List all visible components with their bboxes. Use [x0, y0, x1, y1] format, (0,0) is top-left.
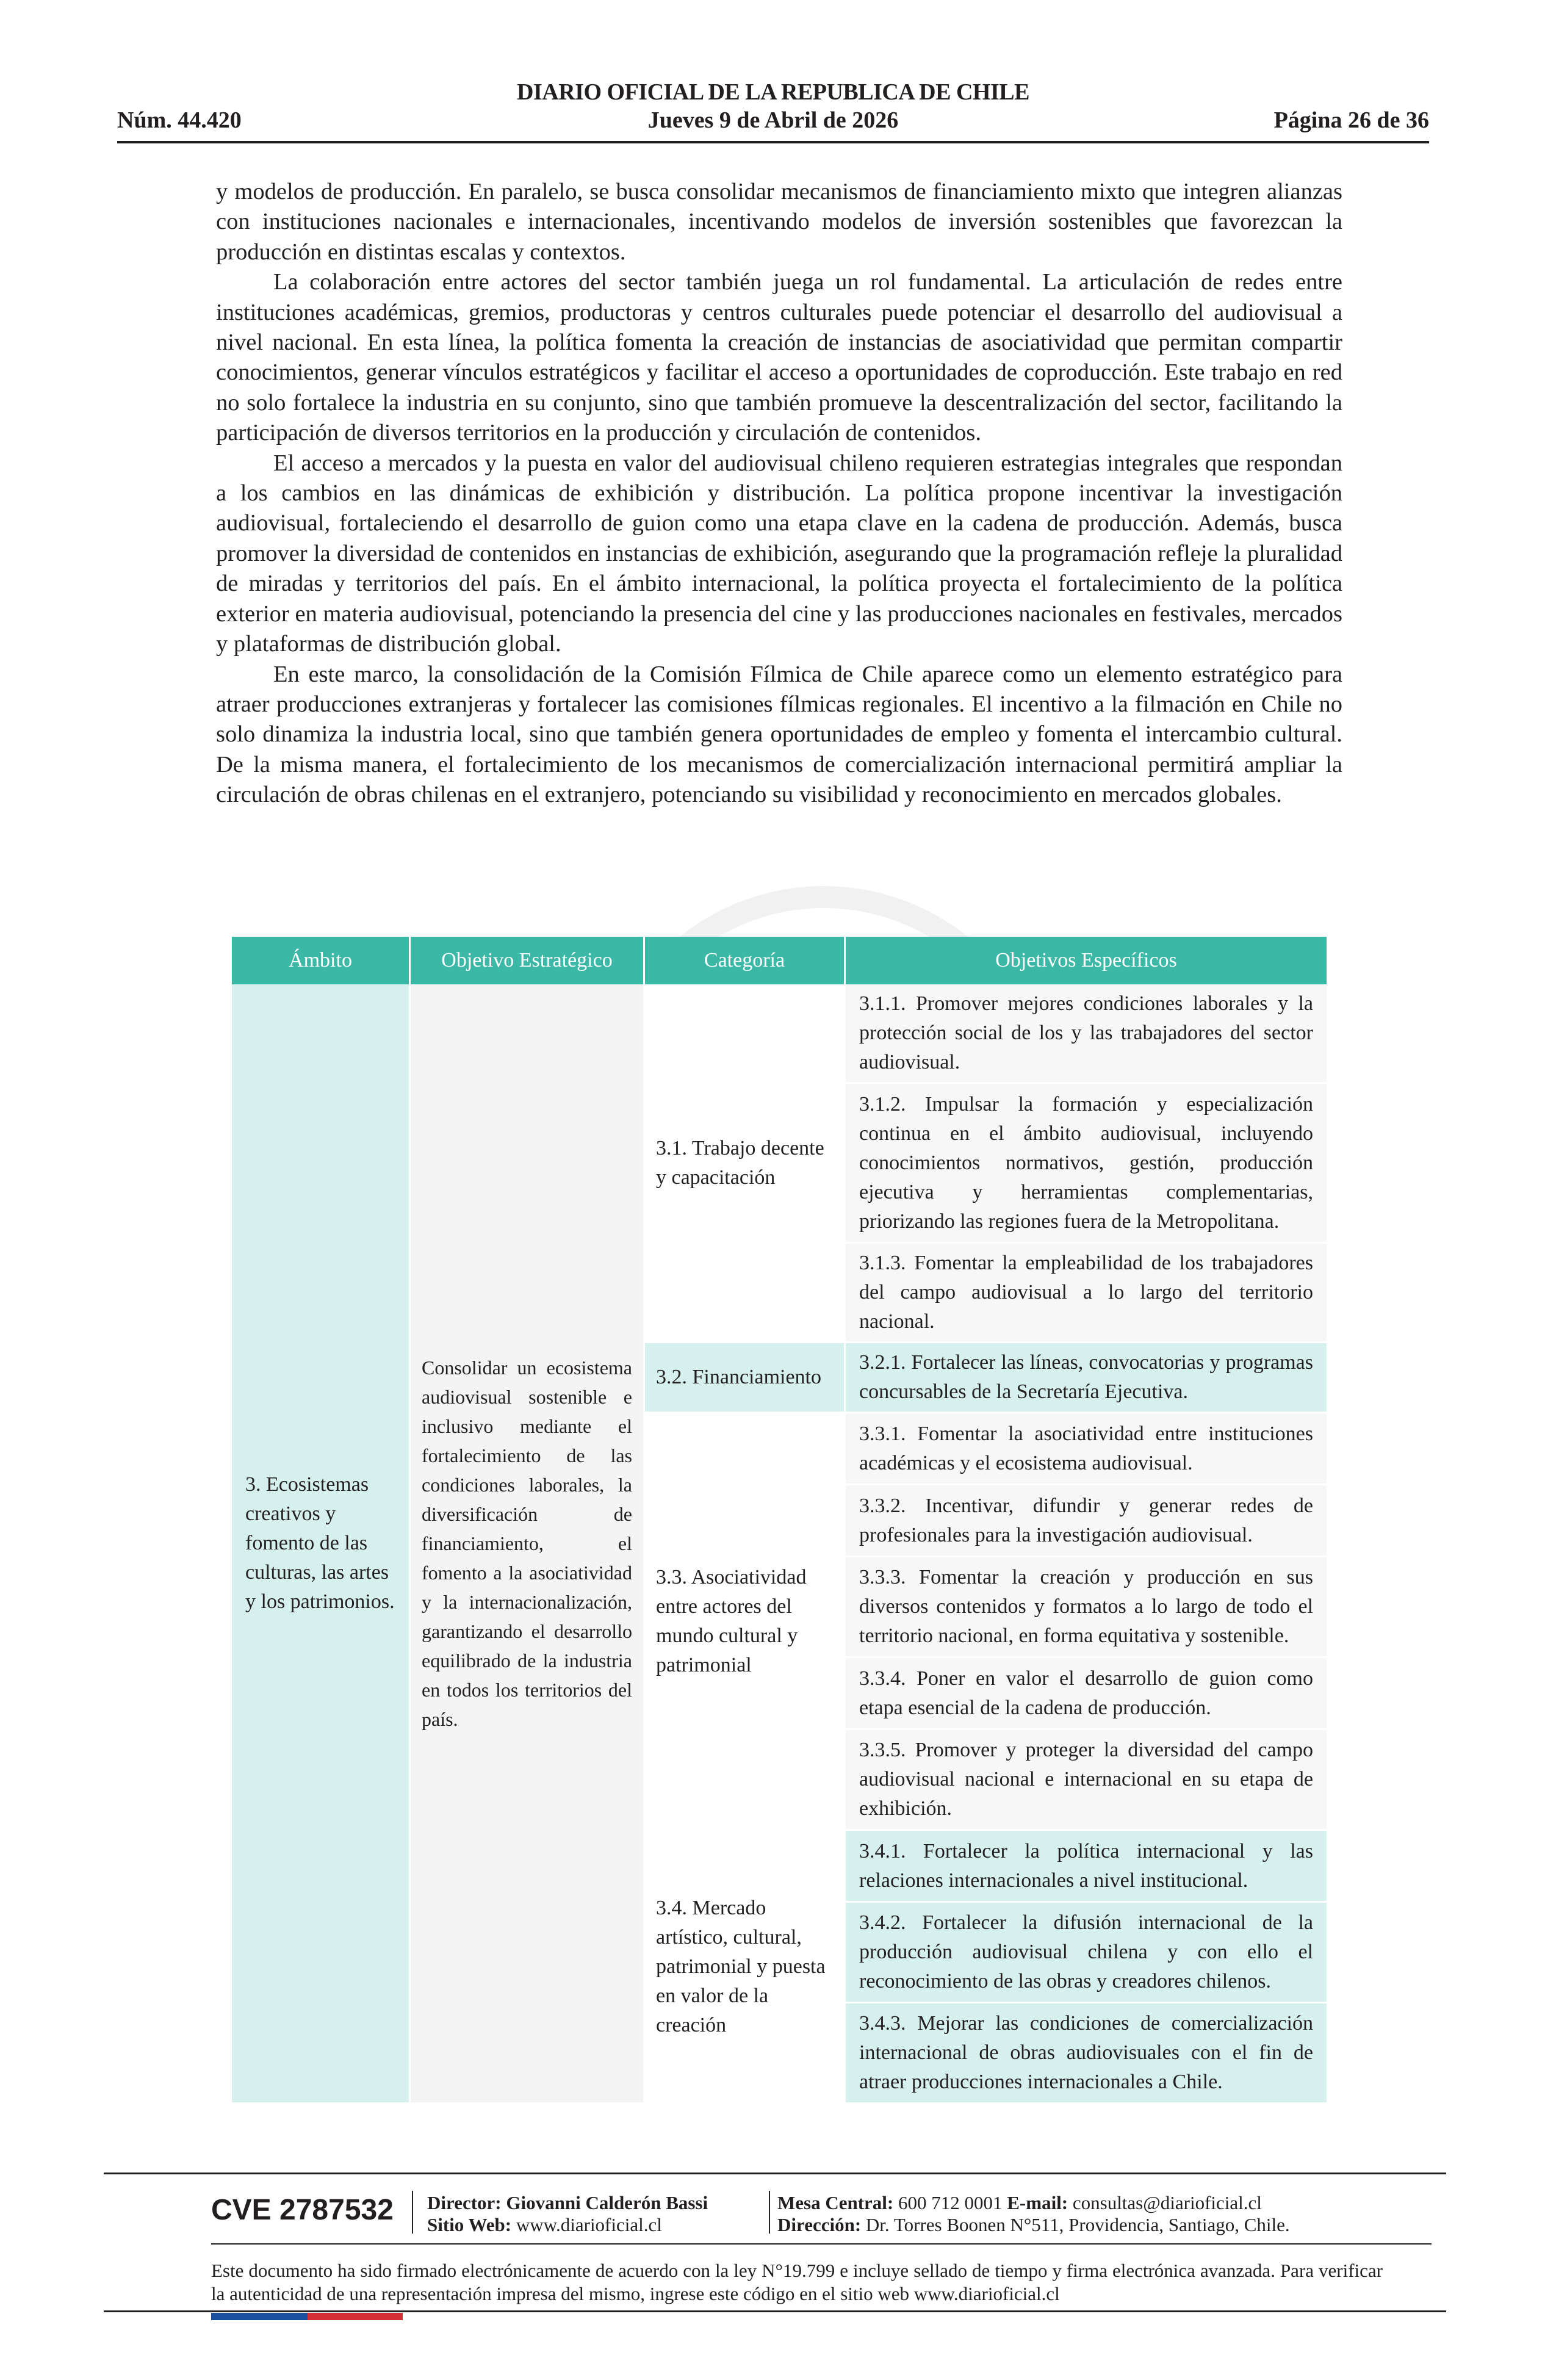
publication-title: DIARIO OFICIAL DE LA REPUBLICA DE CHILE — [517, 79, 1029, 105]
objective-3-3-2: 3.3.2. Incentivar, difundir y generar redes de profesionales para la investigación audiovisual. — [846, 1485, 1327, 1557]
category-3-3: 3.3. Asociatividad entre actores del mundo cultural y patrimonial — [645, 1413, 846, 1831]
objective-3-3-5: 3.3.5. Promover y proteger la diversidad del campo audiovisual nacional e internacional en su etapa de exhibición. — [846, 1730, 1327, 1831]
contact-line — [777, 2192, 1262, 2214]
header-ambito: Ámbito — [232, 937, 411, 984]
objective-3-3-1: 3.3.1. Fomentar la asociatividad entre instituciones académicas y el ecosistema audiovisual. — [846, 1413, 1327, 1485]
ambito-cell: 3. Ecosistemas creativos y fomento de las culturas, las artes y los patrimonios. — [232, 984, 411, 2104]
email-link[interactable]: consultas@diarioficial.cl — [1072, 2192, 1262, 2213]
paragraph-2: La colaboración entre actores del sector también juega un rol fundamental. La articulación de redes entre instituciones académicas, gremios, productoras y centros culturales puede potenciar el desarrollo del audiovisual a nivel nacional. En esta línea, la política fomenta la creación de instancias de asociatividad que permitan compartir conocimientos, generar vínculos estratégicos y facilitar el acceso a oportunidades de coproducción. Este trabajo en red no solo fortalece la industria en su conjunto, sino que también promueve la descentralización del sector, facilitando la participación de diversos territorios en la producción y circulación de contenidos. — [216, 269, 1342, 446]
header-rule — [117, 141, 1429, 143]
address-line — [777, 2214, 1290, 2236]
paragraph-1: y modelos de producción. En paralelo, se busca consolidar mecanismos de financiamiento mixto que integren alianzas con instituciones nacionales e internacionales, incentivando modelos de inversión sostenibles que favorezcan la producción en distintas escalas y contextos. — [216, 179, 1342, 265]
objective-3-1-2: 3.1.2. Impulsar la formación y especialización continua en el ámbito audiovisual, incluyendo conocimientos normativos, gestión, producción ejecutiva y herramientas complementarias, priorizando las regiones fuera de la Metropolitana. — [846, 1084, 1327, 1244]
objective-3-4-1: 3.4.1. Fortalecer la política internacional y las relaciones internacionales a nivel institucional. — [846, 1831, 1327, 1903]
email-label: E-mail: — [1007, 2192, 1068, 2213]
category-3-2: 3.2. Financiamiento — [645, 1343, 846, 1413]
objective-3-3-4: 3.3.4. Poner en valor el desarrollo de guion como etapa esencial de la cadena de producción. — [846, 1658, 1327, 1730]
header-objetivo-estrategico: Objetivo Estratégico — [411, 937, 645, 984]
cve-code: CVE 2787532 — [211, 2194, 394, 2226]
flag-stripe-red — [308, 2313, 403, 2320]
mesa-label: Mesa Central: — [777, 2192, 894, 2213]
objective-3-4-2: 3.4.2. Fortalecer la difusión internacional de la producción audiovisual chilena y con ello el reconocimiento de las obras y creadores chilenos. — [846, 1903, 1327, 2003]
issue-number: Núm. 44.420 — [117, 107, 242, 133]
footer-divider — [412, 2191, 413, 2234]
footer-bottom-rule — [104, 2310, 1446, 2312]
website-link[interactable]: www.diarioficial.cl — [516, 2214, 662, 2235]
legal-notice: Este documento ha sido firmado electrónicamente de acuerdo con la ley N°19.799 e incluye sellado de tiempo y firma electrónica avanzada. Para verificar la autenticidad de una representación impresa del mismo, ingrese este código en el sitio web www.diarioficial.cl — [211, 2260, 1383, 2304]
objetivo-estrategico-cell: Consolidar un ecosistema audiovisual sostenible e inclusivo mediante el fortalecimiento de las condiciones laborales, la diversificación de financiamiento, el fomento a la asociatividad y la internacionalización, garantizando el desarrollo equilibrado de la industria en todos los territorios del país. — [411, 984, 645, 2104]
objective-3-4-3: 3.4.3. Mejorar las condiciones de comercialización internacional de obras audiovisuales con el fin de atraer producciones internacionales a Chile. — [846, 2003, 1327, 2104]
footer-divider — [769, 2191, 770, 2234]
body-text — [216, 177, 1342, 810]
objective-3-1-1: 3.1.1. Promover mejores condiciones laborales y la protección social de los y las trabajadores del sector audiovisual. — [846, 984, 1327, 1084]
objective-3-3-3: 3.3.3. Fomentar la creación y producción en sus diversos contenidos y formatos a lo largo de todo el territorio nacional, en forma equitativa y sostenible. — [846, 1557, 1327, 1658]
category-3-4: 3.4. Mercado artístico, cultural, patrimonial y puesta en valor de la creación — [645, 1831, 846, 2104]
address-value: Dr. Torres Boonen N°511, Providencia, Santiago, Chile. — [865, 2214, 1290, 2235]
mesa-number: 600 712 0001 — [898, 2192, 1003, 2213]
director-label: Director: — [427, 2192, 502, 2213]
flag-stripe-blue — [211, 2313, 308, 2320]
header-objetivos-especificos: Objetivos Específicos — [846, 937, 1327, 984]
address-label: Dirección: — [777, 2214, 862, 2235]
website-line — [427, 2214, 662, 2236]
table-header-row — [232, 937, 1327, 984]
paragraph-4: En este marco, la consolidación de la Comisión Fílmica de Chile aparece como un elemento estratégico para atraer producciones extranjeras y fortalecer las comisiones fílmicas regionales. El incentivo a la filmación en Chile no solo dinamiza la industria local, sino que también genera oportunidades de empleo y fomenta el intercambio cultural. De la misma manera, el fortalecimiento de los mecanismos de comercialización internacional permitirá ampliar la circulación de obras chilenas en el extranjero, potenciando su visibilidad y reconocimiento en mercados globales. — [216, 661, 1342, 808]
director-line — [427, 2192, 708, 2214]
director-name: Giovanni Calderón Bassi — [506, 2192, 708, 2213]
footer-mid-rule — [211, 2243, 1432, 2245]
issue-date: Jueves 9 de Abril de 2026 — [647, 107, 899, 133]
category-3-1: 3.1. Trabajo decente y capacitación — [645, 984, 846, 1343]
paragraph-3: El acceso a mercados y la puesta en valor del audiovisual chileno requieren estrategias integrales que respondan a los cambios en las dinámicas de exhibición y distribución. La política propone incentivar la investigación audiovisual, fortaleciendo el desarrollo de guion como una etapa clave en la cadena de producción. Además, busca promover la diversidad de contenidos en instancias de exhibición, asegurando que la programación refleje la pluralidad de miradas y territorios del país. En el ámbito internacional, la política proyecta el fortalecimiento de la política exterior en materia audiovisual, potenciando la presencia del cine y las producciones nacionales en festivales, mercados y plataformas de distribución global. — [216, 450, 1342, 657]
table-row — [232, 984, 1327, 1084]
page-number: Página 26 de 36 — [1273, 107, 1429, 133]
footer-top-rule — [104, 2173, 1446, 2174]
header-categoria: Categoría — [645, 937, 846, 984]
objective-3-1-3: 3.1.3. Fomentar la empleabilidad de los trabajadores del campo audiovisual a lo largo del territorio nacional. — [846, 1244, 1327, 1343]
strategic-objectives-table — [232, 937, 1327, 2104]
website-label: Sitio Web: — [427, 2214, 512, 2235]
objective-3-2-1: 3.2.1. Fortalecer las líneas, convocatorias y programas concursables de la Secretaría Ejecutiva. — [846, 1343, 1327, 1413]
page-header — [117, 78, 1429, 145]
